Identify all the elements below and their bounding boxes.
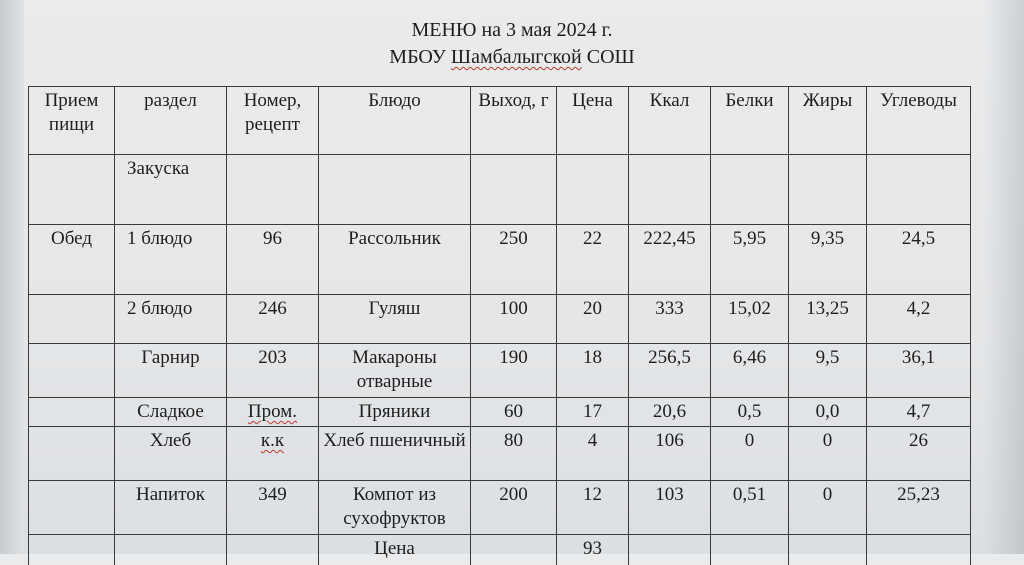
header-recipe: Номер, рецепт	[227, 87, 319, 155]
cell-kcal	[629, 155, 711, 225]
cell-carbs: 4,2	[867, 295, 971, 344]
cell-recipe-text: к.к	[260, 430, 285, 451]
page-left-edge	[0, 0, 24, 554]
cell-recipe: 203	[227, 344, 319, 398]
cell-kcal: 106	[629, 427, 711, 481]
cell-section: 1 блюдо	[115, 225, 227, 295]
cell-yield: 200	[471, 481, 557, 535]
cell-carbs: 36,1	[867, 344, 971, 398]
cell-price: 12	[557, 481, 629, 535]
cell-kcal: 20,6	[629, 398, 711, 427]
header-carbs: Углеводы	[867, 87, 971, 155]
total-empty-cell	[629, 535, 711, 565]
cell-yield: 100	[471, 295, 557, 344]
cell-section: Сладкое	[115, 398, 227, 427]
table-row	[29, 225, 971, 295]
cell-kcal: 222,45	[629, 225, 711, 295]
cell-protein: 0,5	[711, 398, 789, 427]
total-empty-cell	[471, 535, 557, 565]
school-name: Шамбалыгской	[450, 46, 582, 68]
total-empty-cell	[867, 535, 971, 565]
cell-fat: 9,35	[789, 225, 867, 295]
total-value: 93	[557, 535, 629, 565]
cell-recipe: Пром.	[227, 398, 319, 427]
cell-meal	[29, 481, 115, 535]
cell-yield	[471, 155, 557, 225]
cell-protein: 15,02	[711, 295, 789, 344]
cell-meal	[29, 295, 115, 344]
school-suffix: СОШ	[581, 46, 635, 68]
cell-yield: 60	[471, 398, 557, 427]
total-empty-cell	[29, 535, 115, 565]
menu-table	[28, 86, 971, 565]
cell-meal: Обед	[29, 225, 115, 295]
cell-price: 22	[557, 225, 629, 295]
cell-price: 18	[557, 344, 629, 398]
cell-dish: Хлеб пшеничный	[319, 427, 471, 481]
cell-protein: 0,51	[711, 481, 789, 535]
header-section: раздел	[115, 87, 227, 155]
cell-kcal: 256,5	[629, 344, 711, 398]
cell-dish: Макароны отварные	[319, 344, 471, 398]
cell-section: Хлеб	[115, 427, 227, 481]
cell-fat: 13,25	[789, 295, 867, 344]
table-row	[29, 155, 971, 225]
cell-carbs: 26	[867, 427, 971, 481]
header-price: Цена	[557, 87, 629, 155]
table-row	[29, 344, 971, 398]
cell-meal	[29, 427, 115, 481]
cell-protein: 5,95	[711, 225, 789, 295]
cell-protein	[711, 155, 789, 225]
school-title	[0, 45, 1024, 69]
cell-yield: 250	[471, 225, 557, 295]
cell-price: 17	[557, 398, 629, 427]
cell-price: 4	[557, 427, 629, 481]
cell-carbs: 4,7	[867, 398, 971, 427]
menu-title-text: МЕНЮ на 3 мая 2024 г.	[411, 19, 613, 41]
cell-section: Гарнир	[115, 344, 227, 398]
header-meal: Прием пищи	[29, 87, 115, 155]
cell-recipe: 349	[227, 481, 319, 535]
total-label: Цена	[319, 535, 471, 565]
total-empty-cell	[789, 535, 867, 565]
header-protein: Белки	[711, 87, 789, 155]
cell-price	[557, 155, 629, 225]
menu-title	[0, 18, 1024, 42]
cell-price: 20	[557, 295, 629, 344]
table-row	[29, 398, 971, 427]
cell-fat: 0	[789, 427, 867, 481]
header-yield: Выход, г	[471, 87, 557, 155]
cell-section: 2 блюдо	[115, 295, 227, 344]
total-empty-cell	[227, 535, 319, 565]
cell-section: Закуска	[115, 155, 227, 225]
cell-protein: 0	[711, 427, 789, 481]
cell-meal	[29, 344, 115, 398]
cell-carbs: 25,23	[867, 481, 971, 535]
cell-dish: Компот из сухофруктов	[319, 481, 471, 535]
cell-meal	[29, 398, 115, 427]
cell-fat	[789, 155, 867, 225]
total-row	[29, 535, 971, 565]
header-dish: Блюдо	[319, 87, 471, 155]
cell-yield: 80	[471, 427, 557, 481]
cell-section: Напиток	[115, 481, 227, 535]
cell-dish: Рассольник	[319, 225, 471, 295]
table-row	[29, 427, 971, 481]
cell-recipe	[227, 427, 319, 481]
header-fat: Жиры	[789, 87, 867, 155]
header-kcal: Ккал	[629, 87, 711, 155]
table-row	[29, 481, 971, 535]
cell-recipe	[227, 155, 319, 225]
cell-carbs: 24,5	[867, 225, 971, 295]
total-empty-cell	[711, 535, 789, 565]
school-prefix: МБОУ	[389, 46, 451, 68]
page-right-shadow	[984, 0, 1024, 554]
cell-yield: 190	[471, 344, 557, 398]
cell-dish	[319, 155, 471, 225]
cell-dish: Гуляш	[319, 295, 471, 344]
cell-fat: 0	[789, 481, 867, 535]
cell-kcal: 333	[629, 295, 711, 344]
cell-fat: 0,0	[789, 398, 867, 427]
cell-kcal: 103	[629, 481, 711, 535]
cell-recipe: 96	[227, 225, 319, 295]
cell-dish: Пряники	[319, 398, 471, 427]
cell-recipe: 246	[227, 295, 319, 344]
total-empty-cell	[115, 535, 227, 565]
cell-meal	[29, 155, 115, 225]
table-row	[29, 295, 971, 344]
cell-fat: 9,5	[789, 344, 867, 398]
header-row	[29, 87, 971, 155]
cell-carbs	[867, 155, 971, 225]
cell-protein: 6,46	[711, 344, 789, 398]
